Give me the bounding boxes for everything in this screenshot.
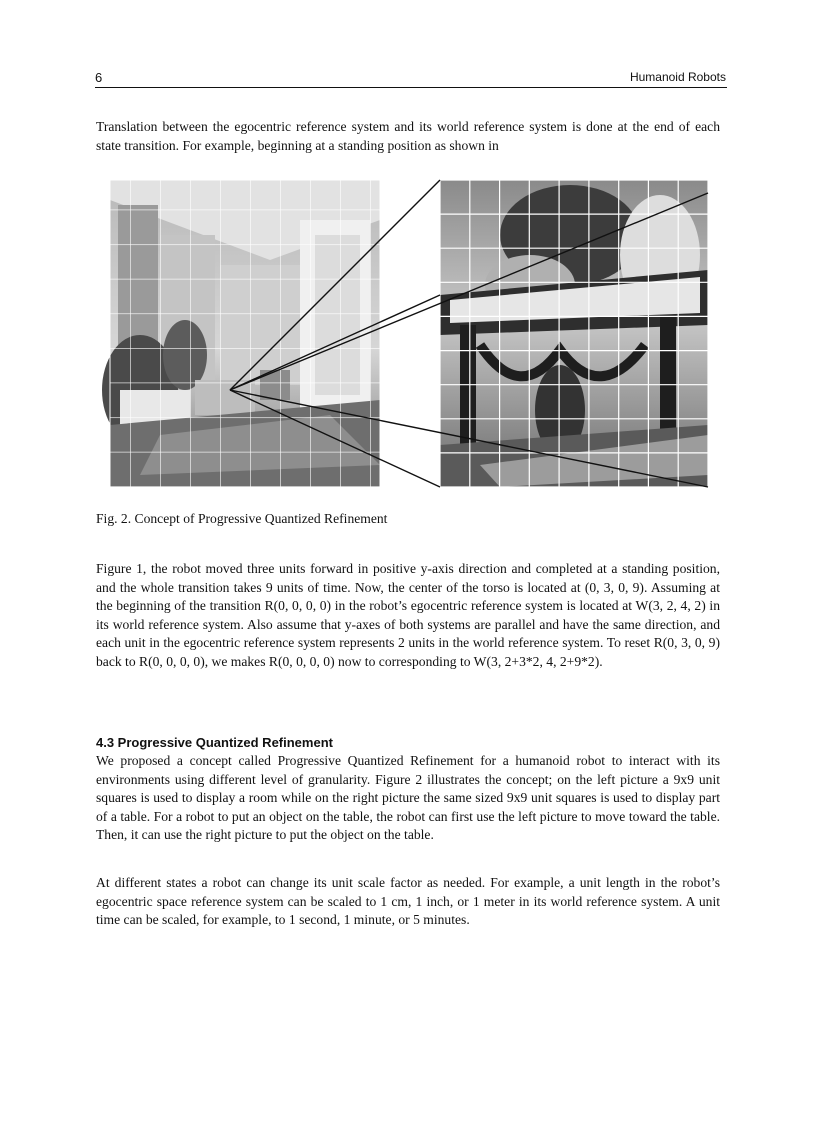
paragraph-scale: At different states a robot can change its unit scale factor as needed. For example, a unit length in the robot’s egocentric space reference system can be scaled to 1 cm, 1 inch, or 1 meter in its world reference system. A unit time can be scaled, for example, to 1 second, 1 minute, or 5 minutes.	[96, 875, 720, 928]
paragraph-figure-1: Figure 1, the robot moved three units forward in positive y-axis direction and completed at a standing position, and the whole transition takes 9 units of time. Now, the center of the torso is located at (0, 3, 0, 9). Assuming at the beginning of the transition R(0, 0, 0, 0) in the robot’s egocentric reference system is located at W(3, 2, 4, 2) in its world reference system. Also assume that y-axes of both systems are parallel and have the same direction, and each unit in the egocentric reference system represents 2 units in the world reference system. To reset R(0, 3, 0, 9) back to R(0, 0, 0, 0), we makes R(0, 0, 0, 0) now to corresponding to W(3, 2+3*2, 4, 2+9*2).	[96, 561, 720, 669]
figure-caption: Fig. 2. Concept of Progressive Quantized Refinement	[96, 511, 388, 526]
header-rule	[95, 87, 727, 88]
page-number: 6	[95, 70, 103, 85]
running-header-title: Humanoid Robots	[629, 70, 726, 84]
section-heading: 4.3 Progressive Quantized Refinement	[96, 735, 333, 750]
figure-2	[100, 175, 715, 495]
paragraph-translation: Translation between the egocentric reference system and its world reference system is done at the end of each state transition. For example, beginning at a standing position as shown in	[96, 119, 720, 153]
room-picture	[102, 180, 380, 487]
paragraph-pqr: We proposed a concept called Progressive Quantized Refinement for a humanoid robot to interact with its environments using different level of granularity. Figure 2 illustrates the concept; on the left picture a 9x9 unit squares is used to display a room while on the right picture the same sized 9x9 unit squares is used to display part of a table. For a robot to put an object on the table, the robot can first use the left picture to move toward the table. Then, it can use the right picture to put the object on the table.	[96, 753, 720, 843]
